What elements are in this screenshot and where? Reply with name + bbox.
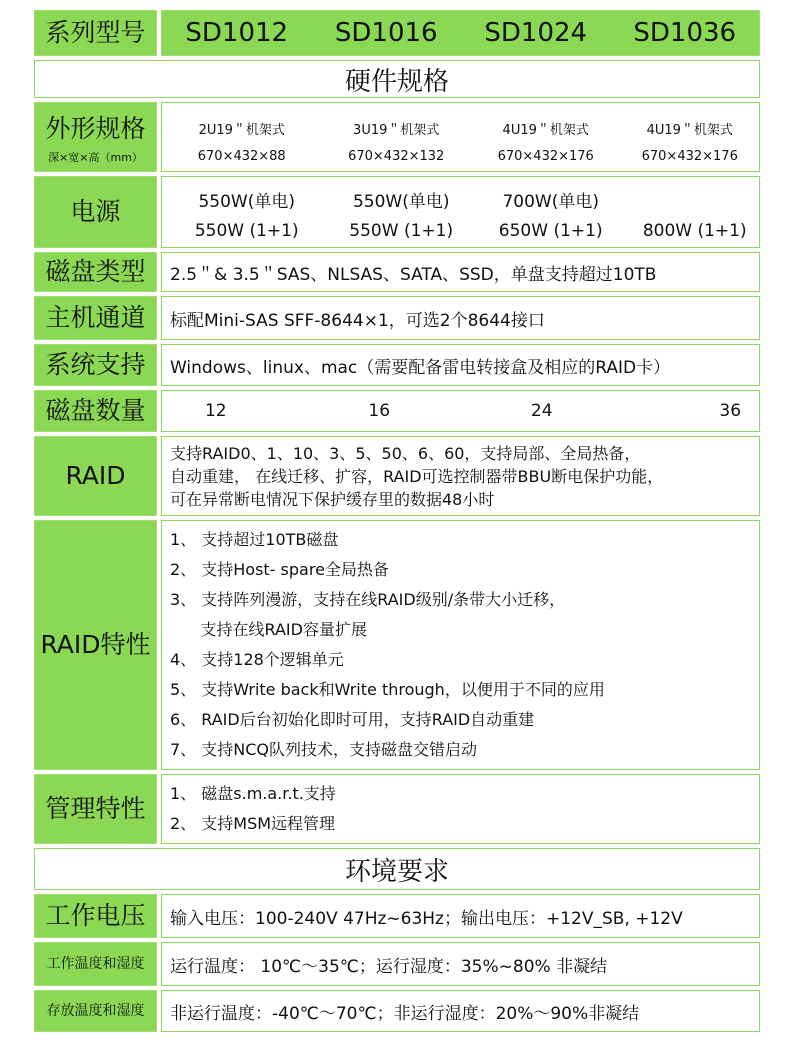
power-redundant-1024: 650W (1+1)	[498, 221, 603, 241]
power-single-1016: 550W(单电)	[352, 192, 450, 212]
op-temp-value	[161, 942, 760, 986]
host-channel-text: 标配Mini-SAS SFF-8644×1，可选2个8644接口	[170, 310, 545, 331]
disk-type-label-text: 磁盘类型	[45, 256, 146, 286]
storage-temp-label-text: 存放温度和湿度	[46, 1002, 145, 1019]
raid-feature-item: 4、 支持128个逻辑单元	[170, 650, 344, 669]
os-support-value	[161, 344, 760, 386]
dims-1036: 670×432×176	[641, 149, 738, 164]
management-label	[34, 774, 157, 844]
op-temp-text: 运行温度： 10℃～35℃；运行湿度：35%~80% 非凝结	[170, 956, 608, 977]
raid-line: 可在异常断电情况下保护缓存里的数据48小时	[170, 489, 495, 509]
form-factor-sublabel: 深×宽×高（mm）	[48, 151, 143, 164]
dims-1012: 670×432×88	[197, 149, 286, 164]
power-values	[161, 176, 760, 248]
management-label-text: 管理特性	[45, 793, 146, 823]
os-support-label-text: 系统支持	[45, 349, 146, 379]
disk-count-1024: 24	[530, 401, 553, 421]
model-sd1036: SD1036	[633, 18, 737, 48]
section-environment	[34, 848, 760, 890]
model-sd1024: SD1024	[484, 18, 588, 48]
disk-count-1036: 36	[719, 401, 742, 421]
form-factor-1036: 4U19＂机架式	[646, 123, 733, 138]
storage-temp-value	[161, 990, 760, 1032]
power-single-1024: 700W(单电)	[502, 192, 599, 212]
raid-feature-item: 6、 RAID后台初始化即时可用，支持RAID自动重建	[170, 710, 535, 729]
power-redundant-1016: 550W (1+1)	[349, 221, 454, 241]
power-single-1012: 550W(单电)	[198, 192, 295, 212]
host-channel-label	[34, 296, 157, 340]
voltage-label-text: 工作电压	[45, 900, 146, 930]
disk-type-label	[34, 252, 157, 292]
header-label-text: 系列型号	[45, 17, 146, 47]
host-channel-label-text: 主机通道	[45, 302, 146, 332]
management-item: 1、 磁盘s.m.a.r.t.支持	[170, 784, 336, 803]
form-factor-title: 外形规格	[45, 114, 146, 143]
raid-feature-item: 7、 支持NCQ队列技术，支持磁盘交错启动	[170, 740, 478, 759]
raid-feature-item: 支持在线RAID容量扩展	[170, 620, 367, 639]
section-hardware	[34, 60, 760, 98]
host-channel-value	[161, 296, 760, 340]
power-single-1036	[630, 187, 759, 212]
power-redundant-1036: 800W (1+1)	[642, 221, 747, 241]
voltage-label	[34, 894, 157, 938]
os-support-text: Windows、linux、mac（需要配备雷电转接盒及相应的RAID卡）	[170, 357, 671, 378]
voltage-text: 输入电压：100-240V 47Hz~63Hz；输出电压：+12V_SB, +12V	[170, 908, 683, 929]
power-label-text: 电源	[70, 196, 121, 226]
model-sd1016: SD1016	[334, 18, 438, 48]
model-sd1012: SD1012	[185, 18, 289, 48]
raid-feature-item: 3、 支持阵列漫游，支持在线RAID级别/条带大小迁移，	[170, 590, 566, 609]
management-value	[161, 774, 760, 844]
form-factor-1012: 2U19＂机架式	[198, 123, 285, 138]
raid-value	[161, 436, 760, 516]
storage-temp-text: 非运行温度：-40℃～70℃；非运行湿度：20%～90%非凝结	[170, 1003, 640, 1024]
form-factor-1024: 4U19＂机架式	[502, 123, 589, 138]
raid-line: 自动重建， 在线迁移、扩容，RAID可选控制器带BBU断电保护功能，	[170, 466, 664, 486]
raid-feature-item: 5、 支持Write back和Write through，以便用于不同的应用	[170, 680, 605, 699]
power-redundant-1012: 550W (1+1)	[194, 221, 299, 241]
disk-count-1016: 16	[368, 401, 391, 421]
disk-type-text: 2.5＂& 3.5＂SAS、NLSAS、SATA、SSD，单盘支持超过10TB	[170, 264, 657, 285]
raid-features-value	[161, 520, 760, 770]
voltage-value	[161, 894, 760, 938]
power-label	[34, 176, 157, 248]
os-support-label	[34, 344, 157, 386]
raid-features-label-text: RAID特性	[40, 629, 151, 659]
raid-line: 支持RAID0、1、10、3、5、50、6、60，支持局部、全局热备，	[170, 443, 641, 463]
disk-count-label-text: 磁盘数量	[45, 395, 146, 425]
raid-label	[34, 436, 157, 516]
disk-count-values	[161, 390, 760, 432]
op-temp-label	[34, 942, 157, 986]
model-header	[161, 10, 760, 56]
raid-feature-item: 2、 支持Host- spare全局热备	[170, 560, 389, 579]
section-environment-text: 环境要求	[344, 856, 449, 887]
form-factor-label	[34, 102, 157, 172]
dims-1016: 670×432×132	[348, 149, 445, 164]
raid-features-label	[34, 520, 157, 770]
form-factor-1016: 3U19＂机架式	[353, 123, 440, 138]
section-hardware-text: 硬件规格	[344, 66, 449, 97]
header-label	[34, 10, 157, 56]
raid-label-text: RAID	[65, 460, 126, 490]
op-temp-label-text: 工作温度和湿度	[46, 955, 145, 972]
disk-type-value	[161, 252, 760, 292]
raid-feature-item: 1、 支持超过10TB磁盘	[170, 530, 339, 549]
management-item: 2、 支持MSM远程管理	[170, 814, 336, 833]
disk-count-label	[34, 390, 157, 432]
storage-temp-label	[34, 990, 157, 1032]
form-factor-values	[161, 102, 760, 172]
disk-count-1012: 12	[204, 401, 227, 421]
dims-1024: 670×432×176	[497, 149, 594, 164]
